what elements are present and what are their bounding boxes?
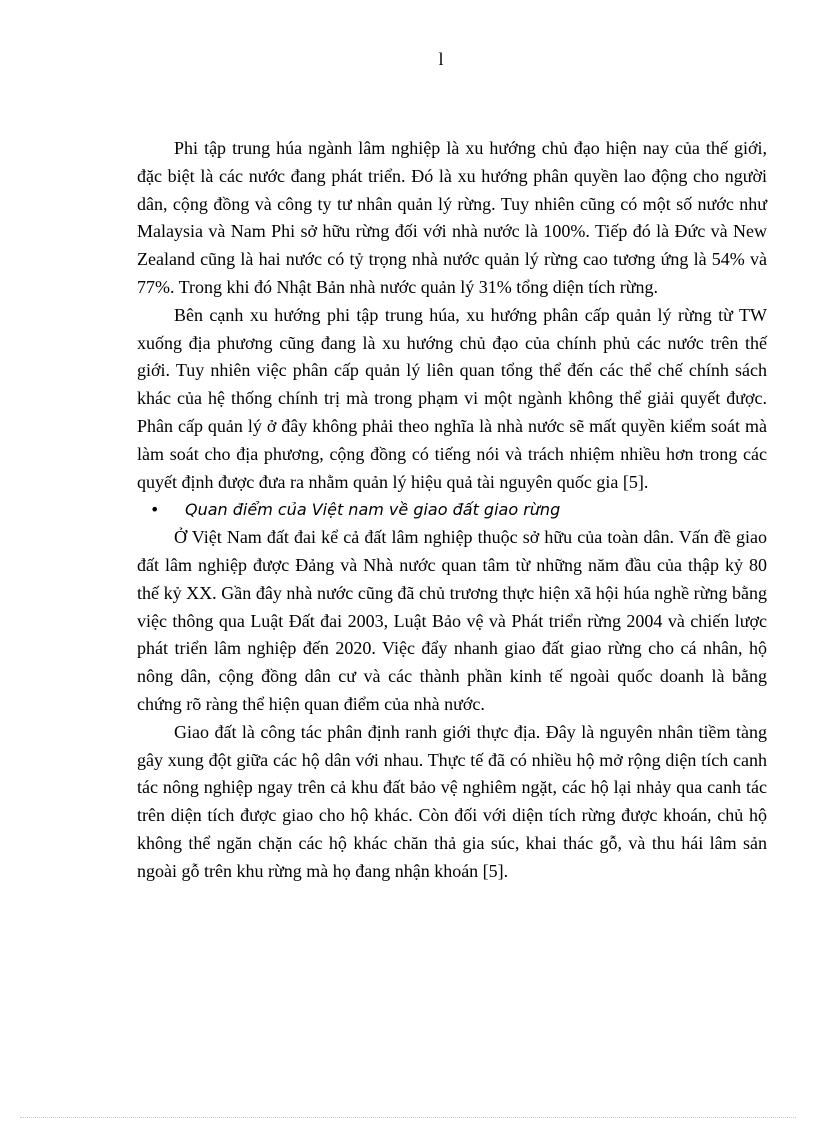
paragraph-vietnam-land: Ở Việt Nam đất đai kể cả đất lâm nghiệp thuộc sở hữu của toàn dân. Vấn đề giao đất lâm nghiệp được Đảng và Nhà nước quan tâm từ những năm đầu của thập kỷ 80 thế kỷ XX. Gần đây nhà nước cũng đã chủ trương thực hiện xã hội húa nghề rừng bằng việc thông qua Luật Đất đai 2003, Luật Bảo vệ và Phát triển rừng 2004 và chiến lược phát triển lâm nghiệp đến 2020. Việc đẩy nhanh giao đất giao rừng cho cá nhân, hộ nông dân, cộng đồng dân cư và các thành phần kinh tế ngoài quốc doanh là bằng chứng rõ ràng thể hiện quan điểm của nhà nước.	[137, 527, 767, 714]
section-heading-vietnam-view	[137, 496, 767, 524]
page-number: l	[438, 49, 444, 69]
bullet-icon: •	[150, 500, 160, 520]
page-bottom-divider	[20, 1117, 796, 1118]
paragraph-decentralization: Phi tập trung húa ngành lâm nghiệp là xu hướng chủ đạo hiện nay của thế giới, đặc biệt là các nước đang phát triển. Đó là xu hướng phân quyền lao động cho người dân, cộng đồng và công ty tư nhân quản lý rừng. Tuy nhiên cũng có một số nước như Malaysia và Nam Phi sở hữu rừng đối với nhà nước là 100%. Tiếp đó là Đức và New Zealand cũng là hai nước có tỷ trọng nhà nước quản lý rừng cao tương ứng là 54% và 77%. Trong khi đó Nhật Bản nhà nước quản lý 31% tổng diện tích rừng.	[137, 138, 767, 297]
section-heading-text: Quan điểm của Việt nam về giao đất giao rừng	[185, 500, 561, 520]
paragraph-land-allocation: Giao đất là công tác phân định ranh giới thực địa. Đây là nguyên nhân tiềm tàng gây xung đột giữa các hộ dân với nhau. Thực tế đã có nhiều hộ mở rộng diện tích canh tác nông nghiệp ngay trên cả khu đất bảo vệ nghiêm ngặt, các hộ lại nhảy qua canh tác trên diện tích được giao cho hộ khác. Còn đối với diện tích rừng được khoán, chủ hộ không thể ngăn chặn các hộ khác chăn thả gia súc, khai thác gỗ, và thu hái lâm sản ngoài gỗ trên khu rừng mà họ đang nhận khoán [5].	[137, 721, 767, 881]
paragraph-management-levels: Bên cạnh xu hướng phi tập trung húa, xu hướng phân cấp quản lý rừng từ TW xuống địa phương cũng đang là xu hướng chủ đạo của chính phủ các nước trên thế giới. Tuy nhiên việc phân cấp quản lý liên quan tổng thể đến các thể chế chính sách khác của hệ thống chính trị mà trong phạm vi một ngành không thể giải quyết được. Phân cấp quản lý ở đây không phải theo nghĩa là nhà nước sẽ mất quyền kiểm soát mà làm soát cho địa phương, cộng đồng có tiếng nói và trách nhiệm nhiều hơn trong các quyết định được đưa ra nhằm quản lý hiệu quả tài nguyên quốc gia [5].	[137, 304, 767, 492]
document-body	[137, 135, 767, 886]
